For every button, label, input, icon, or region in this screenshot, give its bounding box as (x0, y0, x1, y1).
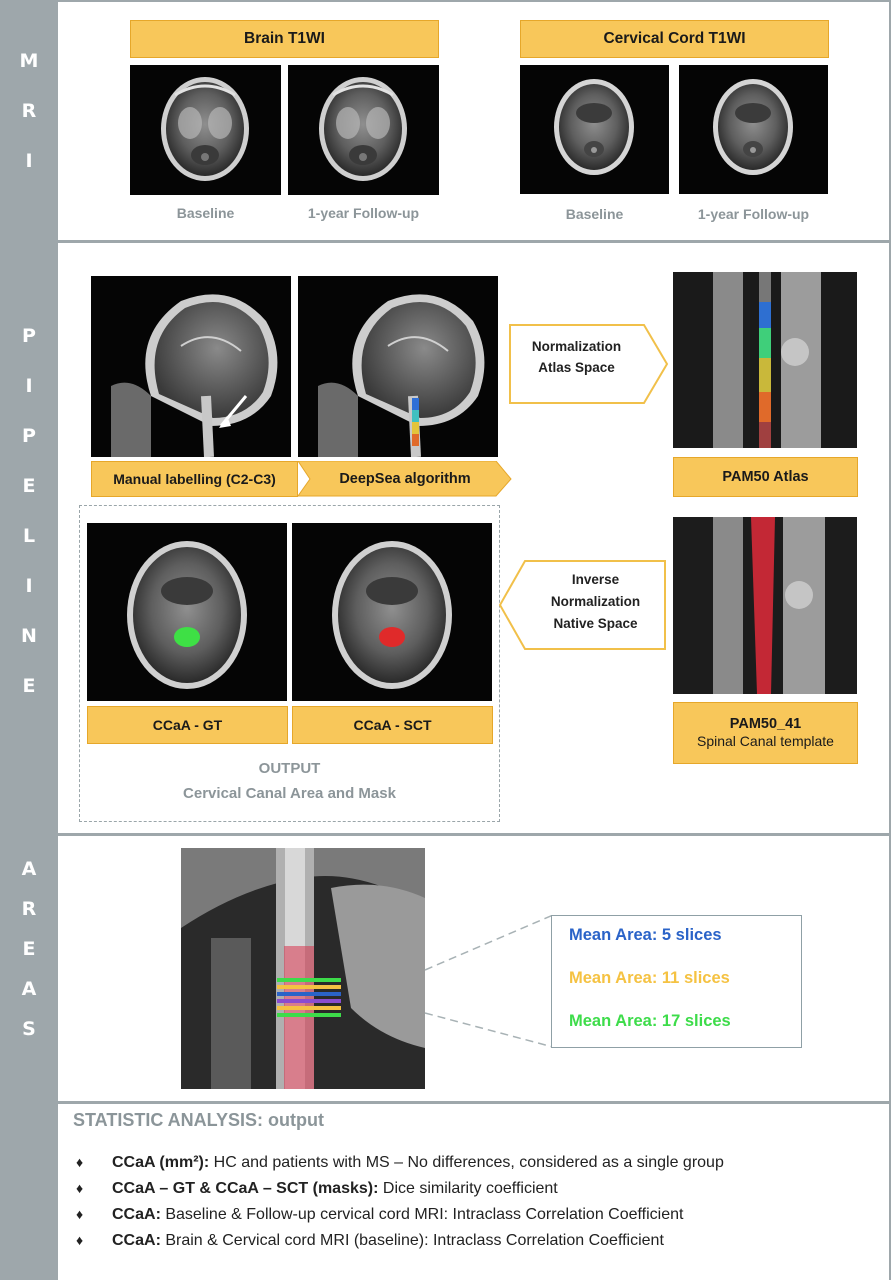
section-divider (0, 240, 891, 243)
sagittal-cord-area-image (181, 848, 425, 1089)
pam50-atlas-label: PAM50 Atlas (673, 457, 858, 497)
sidebar-statistics (0, 1103, 58, 1280)
sidebar-letter: I (25, 575, 33, 597)
legend-connector-lines (420, 910, 555, 1055)
output-subtitle: Cervical Canal Area and Mask (183, 785, 396, 802)
sidebar-letter: E (22, 938, 36, 960)
sidebar-mri (0, 0, 58, 241)
statistics-item-bold: CCaA (mm²): (112, 1154, 210, 1171)
pam50-41-title: PAM50_41 (729, 716, 802, 733)
manual-labelling-label: Manual labelling (C2-C3) (91, 461, 298, 497)
ccaa-sct-axial-image (292, 523, 492, 701)
pam50-41-template-image (673, 517, 857, 694)
section-divider (0, 833, 891, 836)
sidebar-letter: I (25, 375, 33, 397)
sidebar-letter: I (25, 150, 33, 172)
pam50-41-subtitle: Spinal Canal template (697, 733, 834, 750)
output-title: OUTPUT (258, 760, 321, 777)
statistics-item (76, 1206, 891, 1232)
cord-followup-caption: 1-year Follow-up (697, 206, 810, 222)
legend-11-slices: Mean Area: 11 slices (569, 969, 730, 987)
sidebar-letter: E (22, 675, 36, 697)
normalization-line2: Atlas Space (538, 360, 615, 375)
sidebar-letter: R (21, 100, 37, 122)
pam50-41-label (673, 702, 858, 764)
legend-17-slices: Mean Area: 17 slices (569, 1012, 731, 1030)
statistic-analysis-title: STATISTIC ANALYSIS: output (73, 1110, 324, 1130)
manual-labelling-sagittal-image (91, 276, 291, 457)
cord-baseline-mri-image (520, 65, 669, 194)
legend-5-slices: Mean Area: 5 slices (569, 926, 722, 944)
pam50-atlas-image (673, 272, 857, 448)
normalization-label (509, 336, 644, 378)
statistics-item (76, 1232, 891, 1258)
statistics-item-bold: CCaA: (112, 1232, 161, 1249)
brain-followup-mri-image (288, 65, 439, 195)
sidebar-letter: A (21, 978, 37, 1000)
statistics-item-text: Dice similarity coefficient (378, 1180, 558, 1197)
cord-followup-mri-image (679, 65, 828, 194)
brain-baseline-caption: Baseline (176, 205, 235, 221)
sidebar-letter: M (19, 50, 39, 72)
normalization-line1: Normalization (531, 339, 622, 354)
sidebar-letter: L (22, 525, 36, 547)
sidebar-areas (0, 835, 58, 1103)
ccaa-sct-label: CCaA - SCT (292, 706, 493, 744)
brain-followup-caption: 1-year Follow-up (307, 205, 420, 221)
cervical-cord-t1wi-header: Cervical Cord T1WI (520, 20, 829, 58)
diamond-bullet-icon: ♦ (76, 1154, 84, 1170)
brain-t1wi-header: Brain T1WI (130, 20, 439, 58)
statistics-item (76, 1180, 891, 1206)
brain-baseline-mri-image (130, 65, 281, 195)
sidebar-letter: P (22, 425, 36, 447)
sidebar-letter: A (21, 858, 37, 880)
sidebar-letter: R (21, 898, 37, 920)
diamond-bullet-icon: ♦ (76, 1206, 84, 1222)
sidebar-letter: P (22, 325, 36, 347)
sidebar-pipeline (0, 241, 58, 835)
sidebar-letter: S (22, 1018, 36, 1040)
deepsea-sagittal-image (298, 276, 498, 457)
statistics-item-text: HC and patients with MS – No differences, considered as a single group (209, 1154, 724, 1171)
ccaa-gt-label: CCaA - GT (87, 706, 288, 744)
mean-area-legend (551, 915, 802, 1048)
deepsea-label: DeepSea algorithm (339, 471, 471, 487)
statistics-list (76, 1154, 891, 1258)
inverse-normalization-label (525, 569, 666, 635)
inverse-line3: Native Space (553, 616, 638, 631)
statistics-item-bold: CCaA: (112, 1206, 161, 1223)
inverse-line2: Normalization (550, 594, 641, 609)
sidebar-letter: E (22, 475, 36, 497)
inverse-line1: Inverse (571, 572, 620, 587)
statistics-item-text: Brain & Cervical cord MRI (baseline): Intraclass Correlation Coefficient (160, 1232, 664, 1249)
section-divider (0, 1101, 891, 1104)
cord-baseline-caption: Baseline (565, 206, 624, 222)
diamond-bullet-icon: ♦ (76, 1180, 84, 1196)
sidebar-letter: N (21, 625, 37, 647)
frame-top-border (0, 0, 891, 2)
ccaa-gt-axial-image (87, 523, 287, 701)
statistics-item-bold: CCaA – GT & CCaA – SCT (masks): (112, 1180, 379, 1197)
statistics-item (76, 1154, 891, 1180)
statistics-item-text: Baseline & Follow-up cervical cord MRI: Intraclass Correlation Coefficient (160, 1206, 684, 1223)
diamond-bullet-icon: ♦ (76, 1232, 84, 1248)
